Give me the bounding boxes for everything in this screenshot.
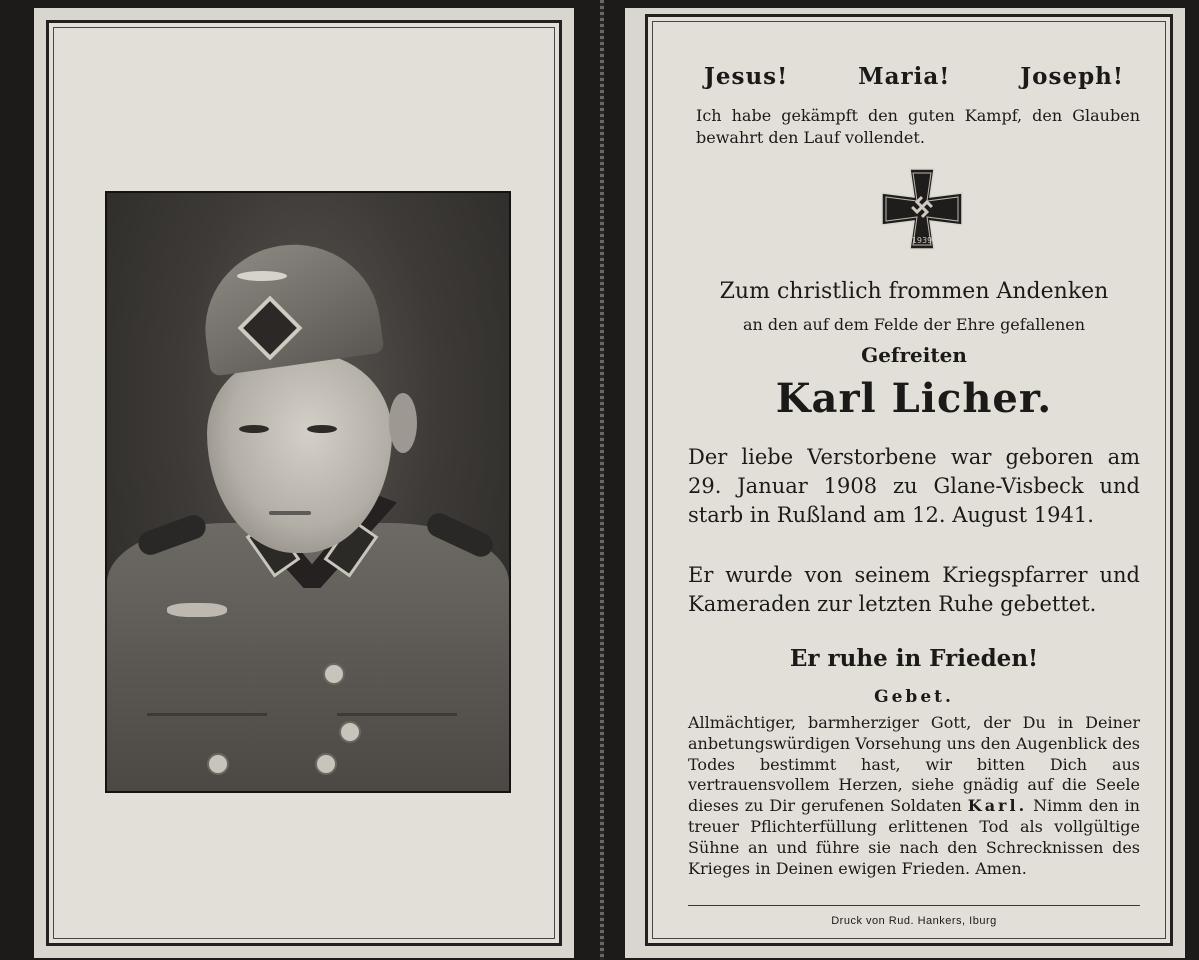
prayer-text-before: Allmächtiger, barmherziger Gott, der Du in Deiner anbetungswürdigen Vorsehung uns den Augenblick des Todes bestimmt hast, wir bitten Dich aus vertrauensvollem Herzen, siehe gnädig auf die Seele dieses zu Dir gerufenen Soldaten [688,713,1140,816]
prayer-soldier-name: Karl. [967,796,1028,816]
card-fold-stitching [600,0,604,960]
biography-paragraph: Der liebe Verstorbene war geboren am 29. Januar 1908 zu Glane-Visbeck und starb in Rußland am 12. August 1941. [688,445,1140,527]
burial-paragraph: Er wurde von seinem Kriegspfarrer und Kameraden zur letzten Ruhe gebettet. [688,563,1140,616]
scripture-quote: Ich habe gekämpft den guten Kampf, den Glauben bewahrt den Lauf vollendet. [696,106,1140,147]
eye-right [307,425,337,433]
prayer-text-after: Nimm den in treuer Pflichterfüllung erlittenen Tod als vollgültige Sühne an und führe sie nach den Schrecknissen des Krieges in Deinen ewigen Frieden. Amen. [688,796,1140,878]
iron-cross-icon [880,167,964,251]
field-cap [195,233,385,376]
prayer-title: Gebet. [874,687,954,707]
prayer-text [688,713,1140,879]
divider-line [688,905,1140,906]
eye-left [239,425,269,433]
left-card-panel [34,8,574,958]
header-joseph: Joseph! [1020,63,1124,90]
memorial-subheading: an den auf dem Felde der Ehre gefallenen [742,315,1086,334]
mouth [269,511,311,515]
cross-year: 1939 [911,236,933,245]
soldier-portrait-photo [105,191,511,793]
memorial-heading: Zum christlich frommen Andenken [719,279,1109,304]
right-card-border [645,14,1173,946]
header-maria: Maria! [858,63,951,90]
rest-in-peace-line: Er ruhe in Frieden! [789,645,1039,672]
tunic-button [323,663,345,685]
right-card-panel [625,8,1185,958]
soldier-rank: Gefreiten [861,343,967,367]
tunic-button [207,753,229,775]
printer-imprint: Druck von Rud. Hankers, Iburg [831,915,997,927]
holy-family-header [688,63,1140,90]
tunic-button [339,721,361,743]
soldier-ear [389,393,417,453]
left-card-border [46,20,562,946]
cap-eagle-insignia [237,271,287,281]
tunic-button [315,753,337,775]
breast-eagle-insignia [167,603,227,617]
pocket-left [147,713,267,793]
soldier-name: Karl Licher. [775,375,1053,422]
header-jesus: Jesus! [704,63,789,90]
